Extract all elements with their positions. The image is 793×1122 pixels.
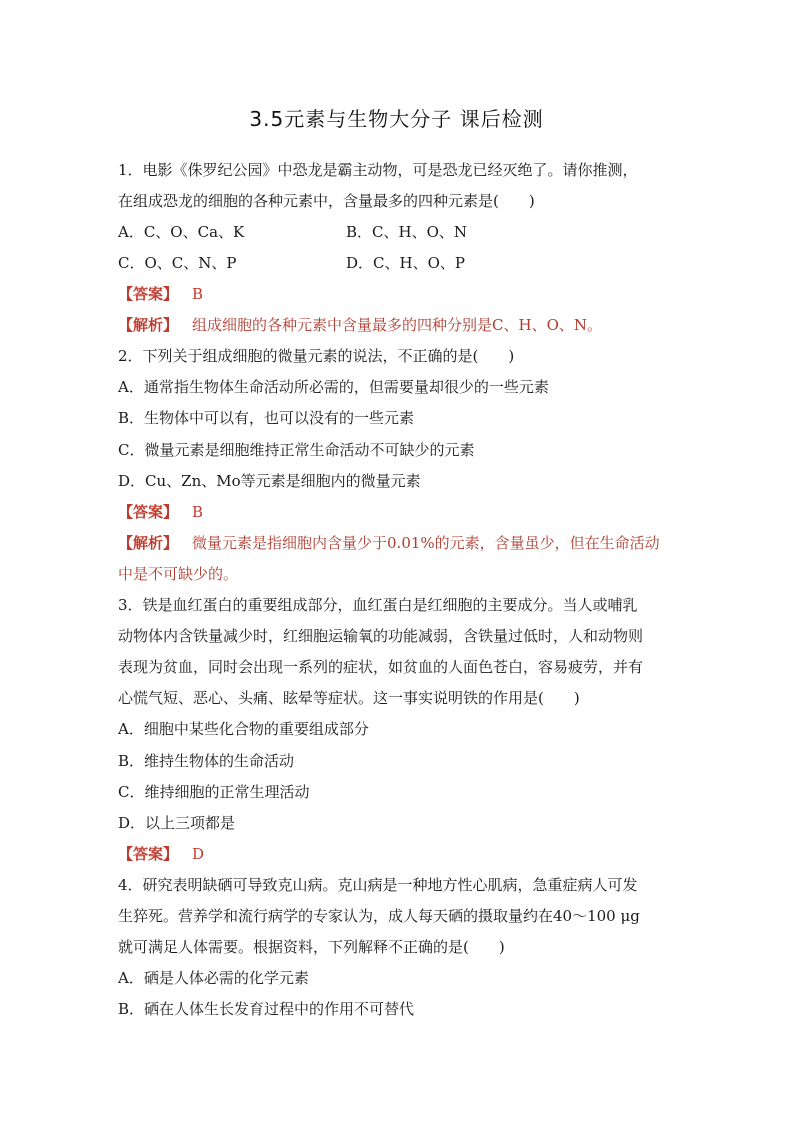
q2-stem: 2．下列关于组成细胞的微量元素的说法，不正确的是( ): [118, 347, 515, 365]
q1-answer: [118, 284, 203, 304]
q2-analysis: [118, 533, 660, 553]
q1-analysis-text: 组成细胞的各种元素中含量最多的四种分别是C、H、O、N。: [192, 316, 602, 334]
analysis-label: 【解析】: [118, 534, 179, 552]
q1-option-c: C．O、C、N、P: [118, 254, 237, 272]
q1-analysis: [118, 315, 602, 335]
q3-answer-value: D: [192, 845, 205, 863]
q3-stem-line2: 动物体内含铁量减少时，红细胞运输氧的功能减弱，含铁量过低时，人和动物则: [118, 627, 644, 645]
q4-stem-line1: 4．研究表明缺硒可导致克山病。克山病是一种地方性心肌病，急重症病人可发: [118, 876, 638, 894]
q1-option-b: B．C、H、O、N: [346, 223, 468, 241]
answer-label: 【答案】: [118, 503, 179, 521]
answer-label: 【答案】: [118, 285, 179, 303]
q3-stem-line1: 3．铁是血红蛋白的重要组成部分，血红蛋白是红细胞的主要成分。当人或哺乳: [118, 596, 638, 614]
q3-option-d: D．以上三项都是: [118, 814, 236, 832]
q2-option-b: B．生物体中可以有，也可以没有的一些元素: [118, 409, 415, 427]
q1-option-d: D．C、H、O、P: [346, 254, 465, 272]
q2-answer: [118, 502, 203, 522]
q2-option-a: A．通常指生物体生命活动所必需的，但需要量却很少的一些元素: [118, 378, 549, 396]
q3-stem-line3: 表现为贫血，同时会出现一系列的症状，如贫血的人面色苍白，容易疲劳，并有: [118, 658, 644, 676]
q1-stem-line2: 在组成恐龙的细胞的各种元素中，含量最多的四种元素是( ): [118, 192, 535, 210]
q4-stem-line3: 就可满足人体需要。根据资料，下列解释不正确的是( ): [118, 938, 505, 956]
q2-option-d: D．Cu、Zn、Mo等元素是细胞内的微量元素: [118, 472, 421, 490]
q4-stem-line2: 生猝死。营养学和流行病学的专家认为，成人每天硒的摄取量约在40～100 μg: [118, 907, 640, 925]
q3-stem-line4: 心慌气短、恶心、头痛、眩晕等症状。这一事实说明铁的作用是( ): [118, 689, 580, 707]
q3-option-a: A．细胞中某些化合物的重要组成部分: [118, 720, 369, 738]
q4-option-a: A．硒是人体必需的化学元素: [118, 969, 309, 987]
answer-label: 【答案】: [118, 845, 179, 863]
page-title: 3.5元素与生物大分子 课后检测: [249, 107, 544, 131]
q3-option-c: C．维持细胞的正常生理活动: [118, 783, 310, 801]
q1-stem-line1: 1．电影《侏罗纪公园》中恐龙是霸主动物，可是恐龙已经灭绝了。请你推测，: [118, 161, 638, 179]
q1-option-a: A．C、O、Ca、K: [118, 223, 245, 241]
q2-option-c: C．微量元素是细胞维持正常生命活动不可缺少的元素: [118, 441, 475, 459]
q3-option-b: B．维持生物体的生命活动: [118, 752, 295, 770]
q2-answer-value: B: [192, 503, 204, 521]
q1-answer-value: B: [192, 285, 204, 303]
q2-analysis-text-line2: 中是不可缺少的。: [118, 565, 239, 583]
q4-option-b: B．硒在人体生长发育过程中的作用不可替代: [118, 1000, 415, 1018]
q3-answer: [118, 844, 204, 864]
q2-analysis-text-line1: 微量元素是指细胞内含量少于0.01%的元素，含量虽少，但在生命活动: [192, 534, 660, 552]
analysis-label: 【解析】: [118, 316, 179, 334]
